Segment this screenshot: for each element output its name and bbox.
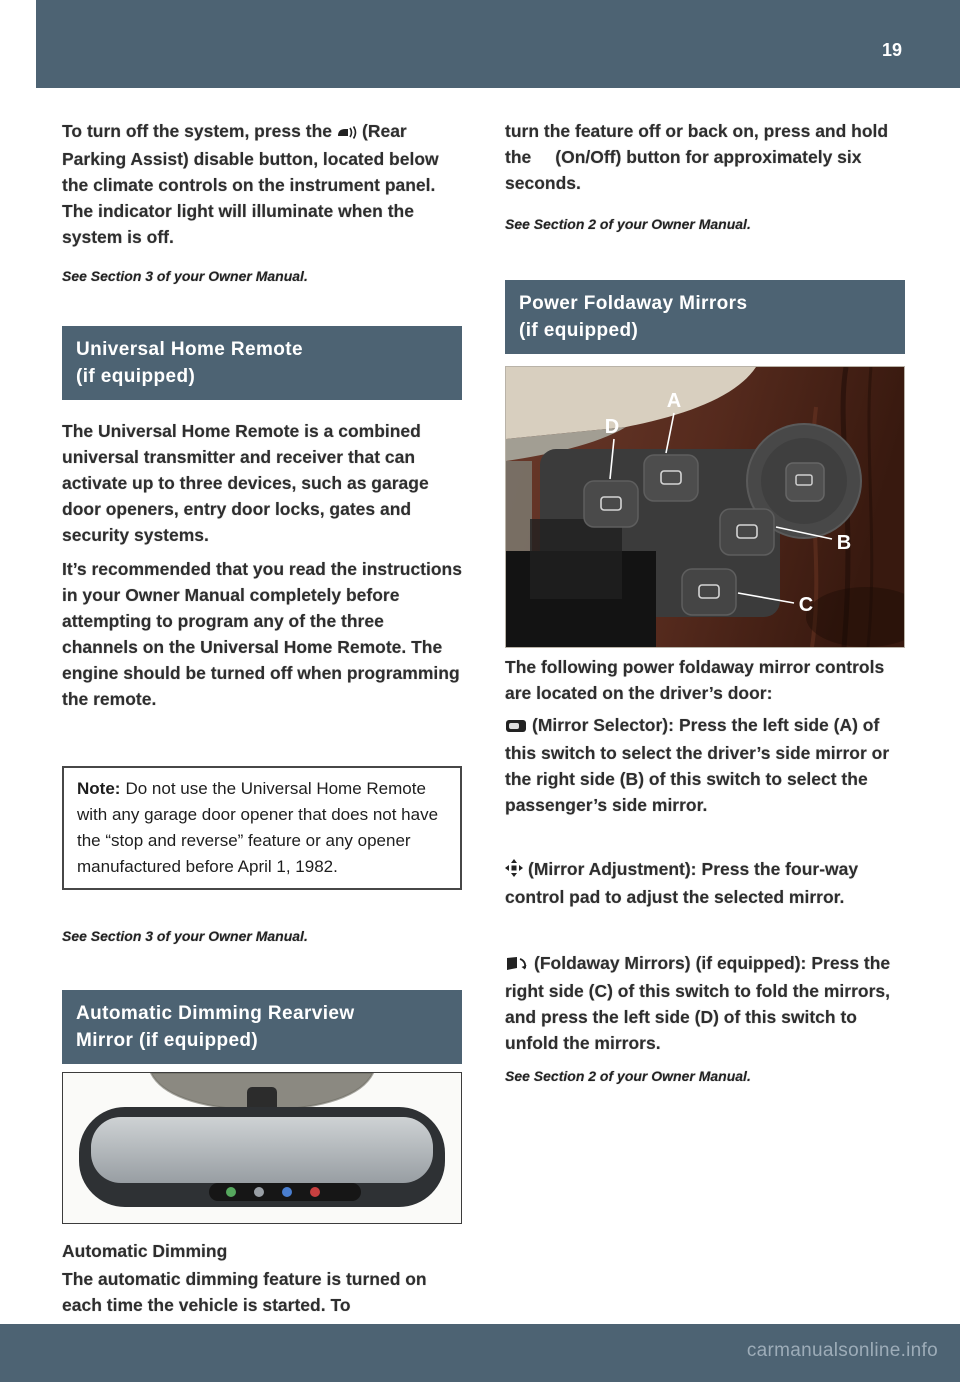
heading-line: Automatic Dimming Rearview bbox=[76, 1003, 355, 1024]
paragraph-text: To turn off the system, press the bbox=[62, 121, 332, 141]
heading-line: Power Foldaway Mirrors bbox=[519, 293, 748, 314]
control-label-suffix: (if equipped): bbox=[695, 953, 807, 973]
foldaway-mirrors-icon bbox=[505, 952, 529, 978]
paragraph-universal-home-remote-2: It’s recommended that you read the instructions in your Owner Manual completely before attempting to program any of the three channels on the Universal Home Remote. The engine should be turned off when programming the remote. bbox=[62, 559, 462, 709]
section-heading-universal-home-remote bbox=[62, 326, 462, 400]
note-box bbox=[62, 766, 462, 890]
page-footer-band bbox=[0, 1324, 960, 1382]
control-label: (Foldaway Mirrors) bbox=[534, 953, 691, 973]
heading-line: Universal Home Remote bbox=[76, 339, 303, 360]
paragraph-automatic-dimming: The automatic dimming feature is turned on each time the vehicle is started. To bbox=[62, 1269, 427, 1315]
callout-label-b: B bbox=[836, 532, 852, 554]
paragraph-onoff bbox=[505, 118, 907, 196]
rearview-mirror-artwork bbox=[63, 1073, 461, 1223]
callout-label-a: A bbox=[666, 390, 682, 412]
photo-door-mirror-controls bbox=[505, 366, 905, 648]
paragraph-text: (On/Off) button for approximately six seconds. bbox=[505, 147, 862, 193]
note-label: Note: bbox=[77, 779, 121, 798]
mirror-adjustment-icon bbox=[505, 858, 523, 884]
paragraph-mirror-selector bbox=[505, 712, 907, 818]
heading-line: Mirror (if equipped) bbox=[76, 1030, 259, 1051]
paragraph-text: Press the four-way control pad to adjust the selected mirror. bbox=[505, 859, 859, 907]
paragraph-text: (Rear Parking Assist) disable button, located below the climate controls on the instrument panel. The indicator light will illuminate when the system is off. bbox=[62, 121, 439, 247]
paragraph-universal-home-remote-1: The Universal Home Remote is a combined universal transmitter and receiver that can activate up to three devices, such as garage door openers, entry door locks, gates and security systems. bbox=[62, 421, 429, 545]
section-heading-power-foldaway-mirrors bbox=[505, 280, 905, 354]
section-heading-auto-dimming-mirror bbox=[62, 990, 462, 1064]
paragraph-rear-parking-assist bbox=[62, 118, 464, 250]
paragraph-foldaway-mirrors bbox=[505, 950, 907, 1056]
watermark-text: carmanualsonline.info bbox=[746, 1340, 938, 1361]
callout-label-d: D bbox=[604, 416, 620, 438]
note-text: Do not use the Universal Home Remote with any garage door opener that does not have the “stop and reverse” feature or any opener manufactured before April 1, 1982. bbox=[77, 779, 439, 876]
door-controls-artwork bbox=[506, 367, 904, 647]
paragraph-mirror-adjustment bbox=[505, 856, 907, 910]
see-section-reference: See Section 2 of your Owner Manual. bbox=[505, 216, 751, 232]
page-header-band bbox=[36, 0, 960, 88]
heading-line: (if equipped) bbox=[76, 366, 196, 387]
see-section-reference: See Section 2 of your Owner Manual. bbox=[505, 1068, 751, 1084]
paragraph-foldaway-intro: The following power foldaway mirror controls are located on the driver’s door: bbox=[505, 657, 885, 703]
subheading-automatic-dimming: Automatic Dimming bbox=[62, 1241, 228, 1261]
paragraph-text: Press the left side (A) of this switch to select the driver’s side mirror or the right side (B) of this switch to select the passenger’s side mirror. bbox=[505, 715, 890, 815]
rear-parking-assist-icon bbox=[337, 120, 357, 146]
heading-line: (if equipped) bbox=[519, 320, 639, 341]
paragraph-text: Press the right side (C) of this switch to fold the mirrors, and press the left side (D) of this switch to unfold the mirrors. bbox=[505, 953, 891, 1053]
callout-label-c: C bbox=[798, 594, 814, 616]
paragraph-text: turn the feature off or back on, press and hold the bbox=[505, 121, 889, 167]
mirror-selector-icon bbox=[505, 714, 527, 740]
page-number: 19 bbox=[881, 40, 902, 60]
see-section-reference: See Section 3 of your Owner Manual. bbox=[62, 928, 308, 944]
photo-rearview-mirror bbox=[62, 1072, 462, 1224]
see-section-reference: See Section 3 of your Owner Manual. bbox=[62, 268, 308, 284]
control-label: (Mirror Selector): bbox=[532, 715, 674, 735]
control-label: (Mirror Adjustment): bbox=[528, 859, 697, 879]
